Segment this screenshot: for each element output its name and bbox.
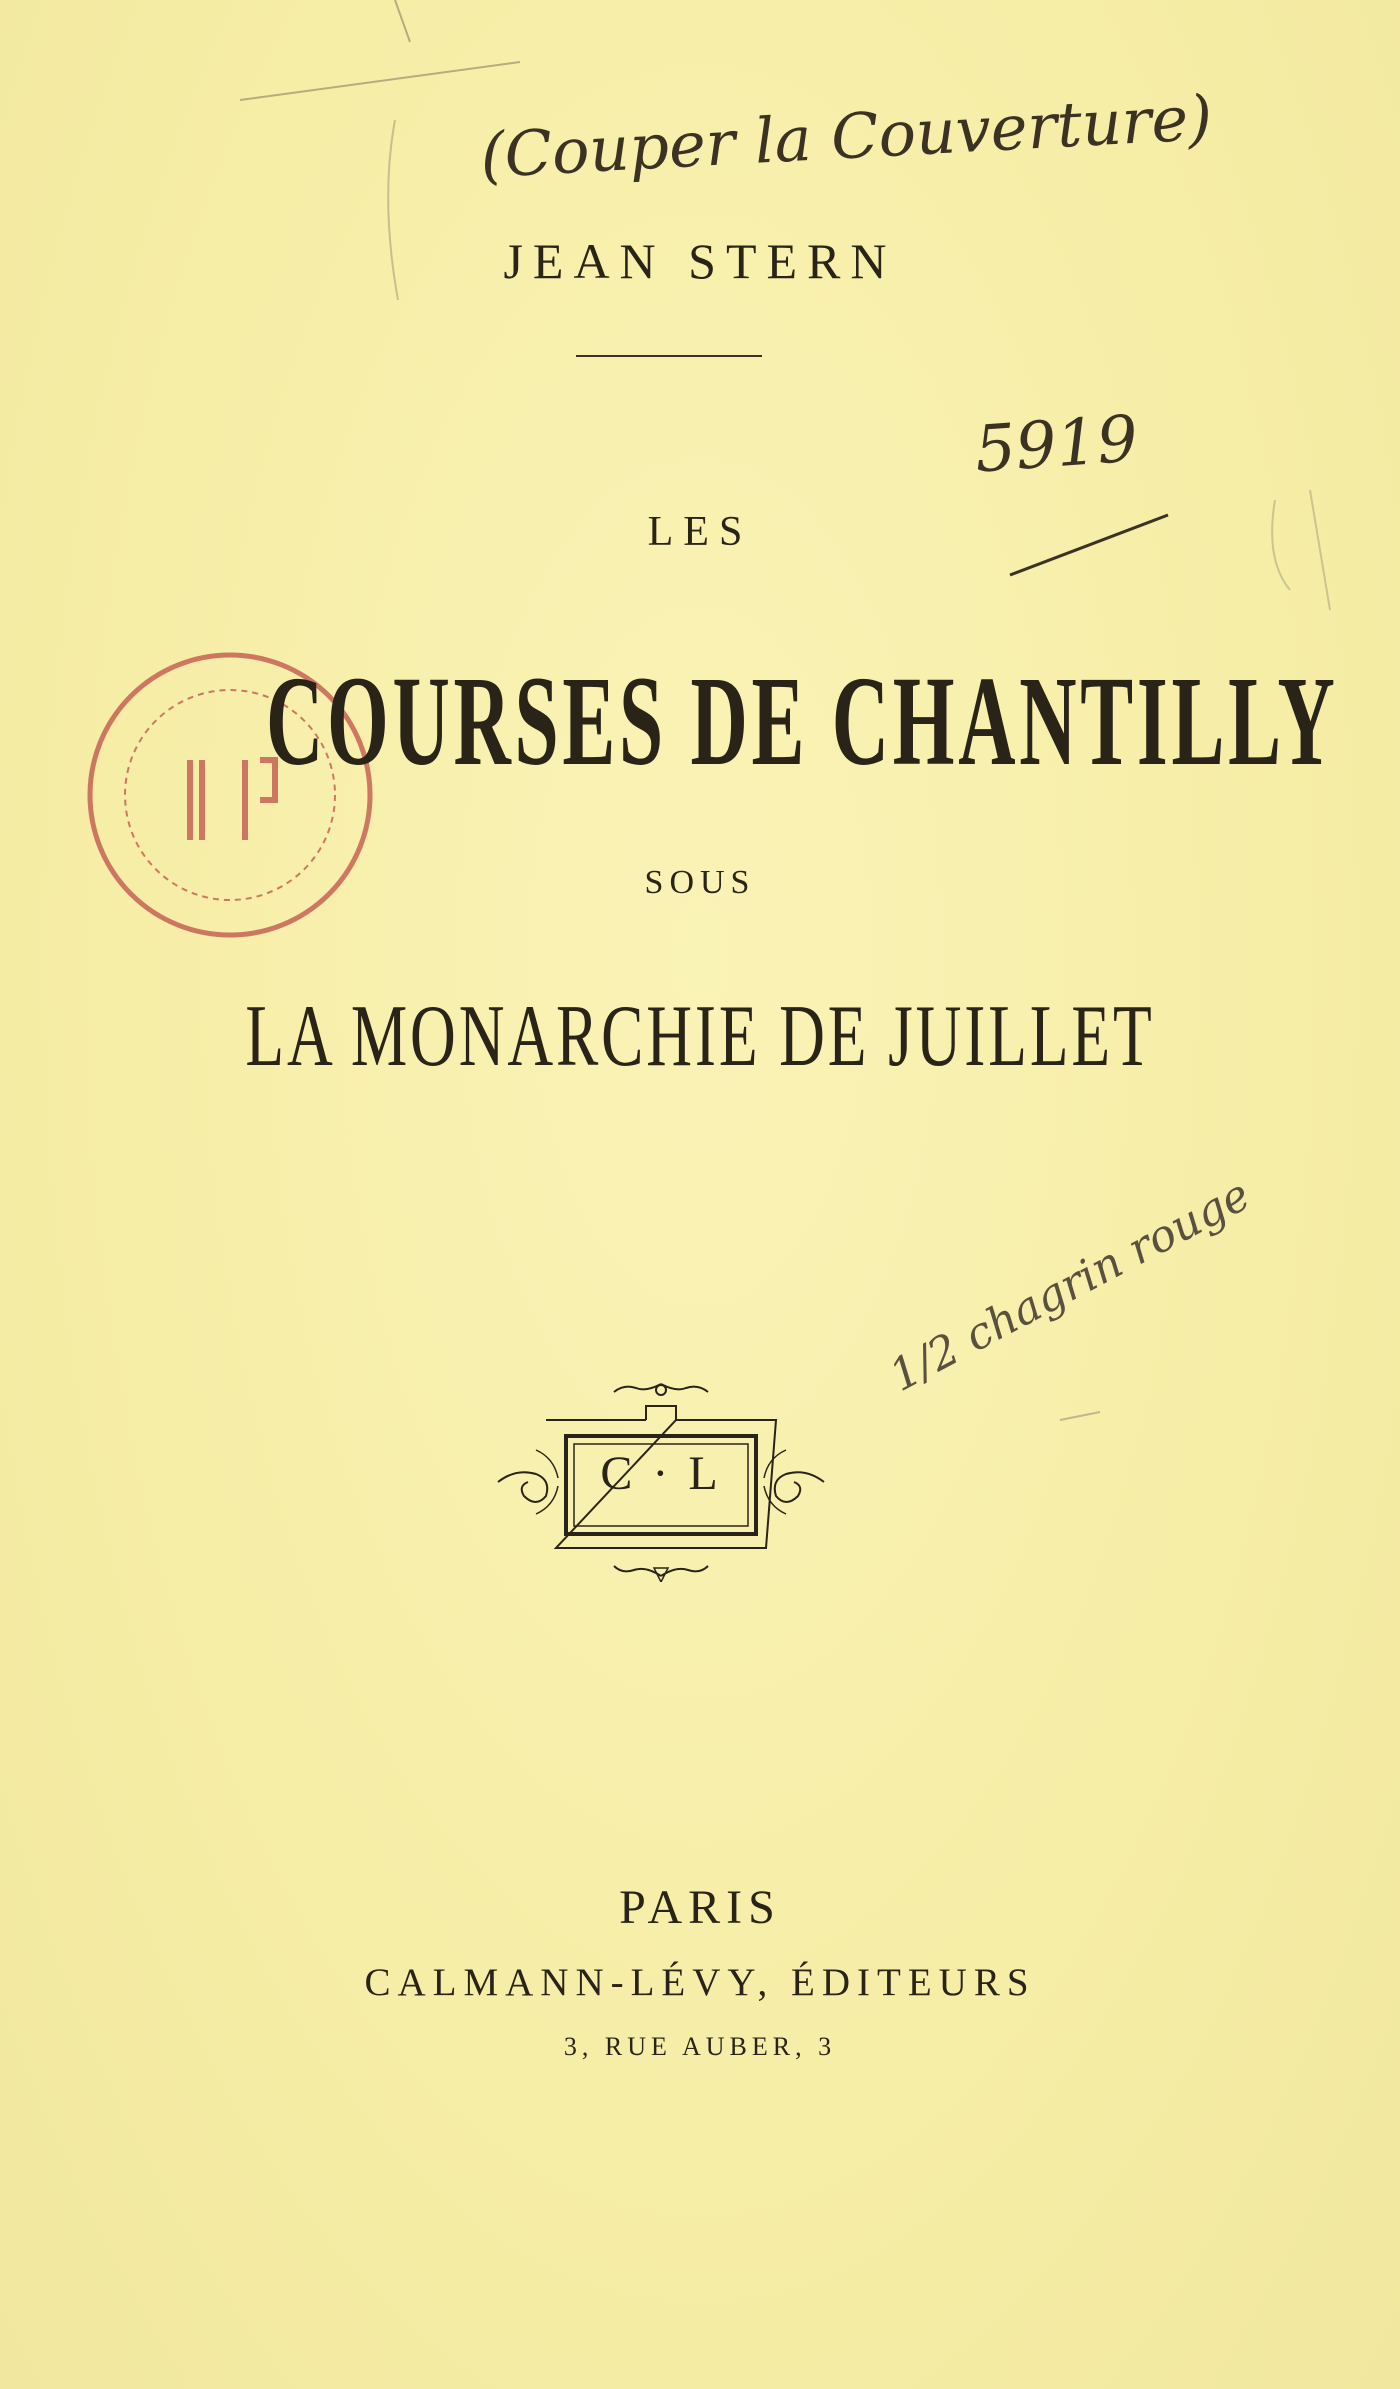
imprint-city: PARIS: [619, 1881, 781, 1934]
emblem-monogram: C · L: [600, 1447, 722, 1500]
handwritten-instruction: (Couper la Couverture): [478, 80, 1214, 193]
imprint-publisher: CALMANN-LÉVY, ÉDITEURS: [364, 1961, 1036, 2004]
title-divider: [576, 355, 762, 357]
catalog-number: 5919: [972, 402, 1141, 488]
imprint-address: 3, RUE AUBER, 3: [563, 2032, 837, 2061]
binding-note: 1/2 chagrin rouge: [881, 1169, 1259, 1402]
author-name: JEAN STERN: [503, 233, 897, 289]
subtitle: LA MONARCHIE DE JUILLET: [245, 988, 1155, 1085]
title-article: LES: [647, 509, 753, 555]
publisher-emblem: [496, 1378, 826, 1582]
title-connector: SOUS: [644, 864, 756, 901]
main-title: COURSES DE CHANTILLY: [266, 650, 1339, 792]
